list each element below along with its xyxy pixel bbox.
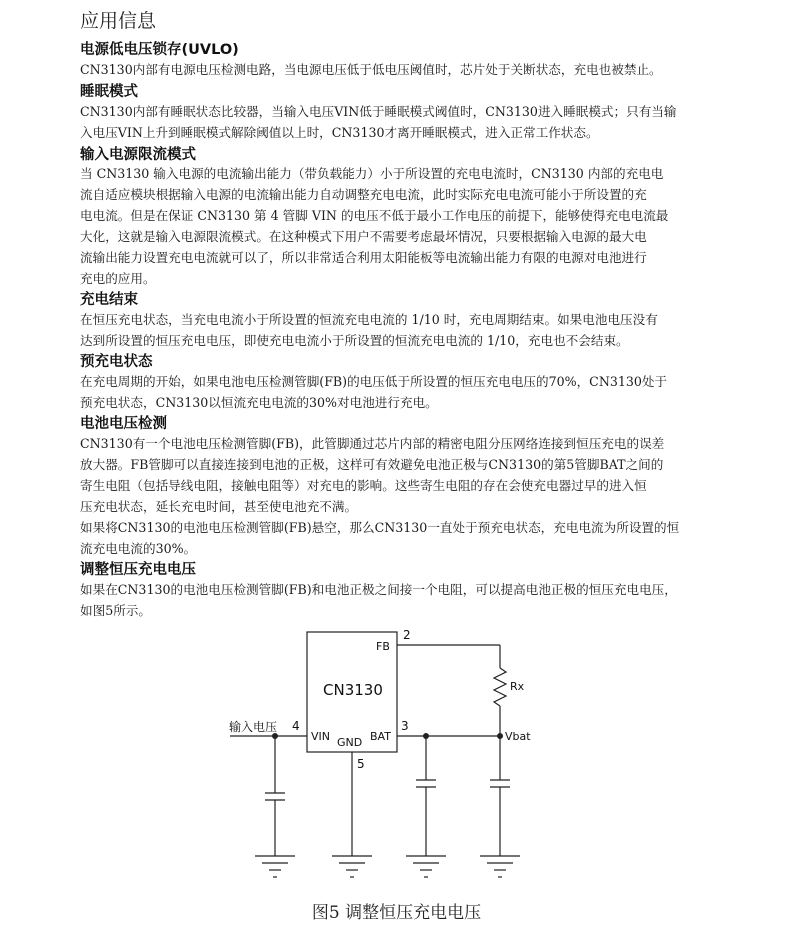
pin-bat-label: BAT [370,730,391,743]
ground-symbol-3 [406,856,446,877]
text-line: 寄生电阻（包括导线电阻，接触电阻等）对充电的影响。这些寄生电阻的存在会使充电器过早的进入恒 [80,478,647,493]
section-body-adjust-voltage [80,579,714,621]
chip-name-label: CN3130 [323,681,383,699]
vbat-label: Vbat [505,730,531,743]
text-line: 入电压VIN上升到睡眠模式解除阈值以上时，CN3130才离开睡眠模式，进入正常工作状态。 [80,125,599,140]
text-line: 流充电电流的30%。 [80,541,197,556]
pin-gnd-label: GND [337,736,363,749]
ground-symbol-1 [255,856,295,877]
section-body-input-limit [80,163,714,289]
text-line: 如图5所示。 [80,603,151,618]
text-line: CN3130内部有睡眠状态比较器，当输入电压VIN低于睡眠模式阈值时，CN3130进入睡眠模式；只有当输 [80,104,677,119]
section-body-precharge [80,371,714,413]
text-line: 达到所设置的恒压充电电压，即使充电电流小于所设置的恒流充电电流的 1/10，充电也不会结束。 [80,333,629,348]
resistor-label: Rx [510,680,525,693]
page-title: 应用信息 [80,10,157,32]
junction-dot-vbat [497,733,503,739]
text-line: 如果在CN3130的电池电压检测管脚(FB)和电池正极之间接一个电阻，可以提高电池正极的恒压充电电压， [80,582,677,597]
section-heading-charge-end: 充电结束 [80,292,138,308]
text-line: 在充电周期的开始，如果电池电压检测管脚(FB)的电压低于所设置的恒压充电电压的70%，CN3130处于 [80,374,668,389]
text-line: 大化，这就是输入电源限流模式。在这种模式下用户不需要考虑最坏情况，只要根据输入电源的最大电 [80,229,647,244]
text-line: 当 CN3130 输入电源的电流输出能力（带负载能力）小于所设置的充电电流时，CN3130 内部的充电电 [80,166,664,181]
text-line: 如果将CN3130的电池电压检测管脚(FB)悬空，那么CN3130一直处于预充电状态，充电电流为所设置的恒 [80,520,680,535]
text-line: CN3130有一个电池电压检测管脚(FB)，此管脚通过芯片内部的精密电阻分压网络连接到恒压充电的误差 [80,436,665,451]
pin-fb-label: FB [376,640,390,653]
section-body-charge-end [80,309,714,351]
pin-number-fb: 2 [403,628,411,642]
section-heading-adjust-voltage: 调整恒压充电电压 [80,562,196,578]
section-body-battery-detect [80,433,714,559]
text-line: 电电流。但是在保证 CN3130 第 4 管脚 VIN 的电压不低于最小工作电压的前提下，能够使得充电电流最 [80,208,669,223]
text-line: 压充电状态，延长充电时间，甚至使电池充不满。 [80,499,358,514]
text-line: 预充电状态，CN3130以恒流充电电流的30%对电池进行充电。 [80,395,438,410]
section-body-sleep [80,101,714,143]
text-line: 流自适应模块根据输入电源的电流输出能力自动调整充电电流，此时实际充电电流可能小于所设置的充 [80,187,647,202]
junction-dot-bat [423,733,429,739]
text-line: 在恒压充电状态，当充电电流小于所设置的恒流充电电流的 1/10 时，充电周期结束。如果电池电压没有 [80,312,658,327]
circuit-diagram [0,620,793,890]
section-heading-sleep: 睡眠模式 [80,84,138,100]
ground-symbol-4 [480,856,520,877]
section-heading-precharge: 预充电状态 [80,354,153,370]
section-heading-uvlo: 电源低电压锁存(UVLO) [80,42,239,58]
ground-symbol-2 [332,856,372,877]
text-line: CN3130内部有电源电压检测电路，当电源电压低于低电压阈值时，芯片处于关断状态，充电也被禁止。 [80,62,662,77]
pin-vin-label: VIN [311,730,330,743]
section-heading-battery-detect: 电池电压检测 [80,416,167,432]
pin-number-gnd: 5 [357,757,365,771]
section-body-uvlo [80,59,714,80]
pin-number-vin: 4 [292,719,300,733]
text-line: 放大器。FB管脚可以直接连接到电池的正极，这样可有效避免电池正极与CN3130的第5管脚BAT之间的 [80,457,664,472]
input-voltage-label: 输入电压 [229,720,278,734]
resistor-rx [494,668,506,706]
text-line: 流输出能力设置充电电流就可以了，所以非常适合利用太阳能板等电流输出能力有限的电源对电池进行 [80,250,647,265]
text-line: 充电的应用。 [80,271,156,286]
pin-number-bat: 3 [401,719,409,733]
section-heading-input-limit: 输入电源限流模式 [80,147,196,163]
figure-caption: 图5 调整恒压充电电压 [311,903,482,923]
